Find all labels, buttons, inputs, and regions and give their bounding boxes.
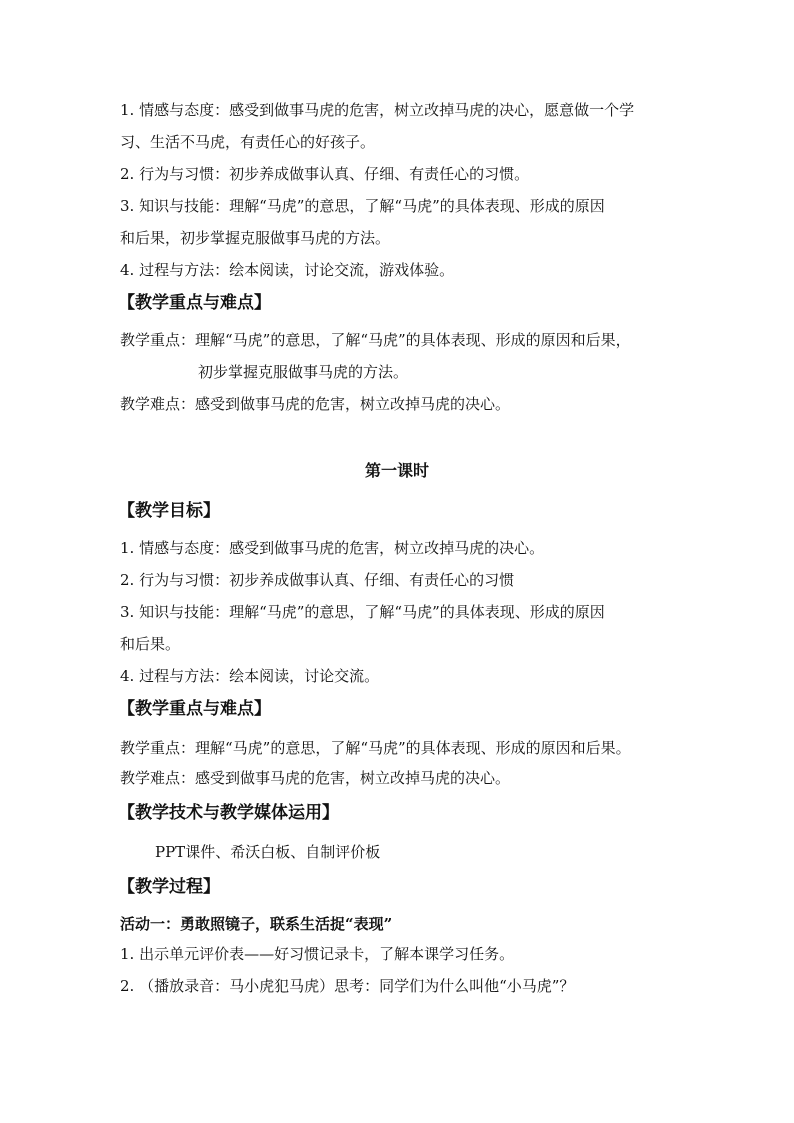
lesson-key-point-text: 教学重点：理解“马虎”的意思，了解“马虎”的具体表现、形成的原因和后果。 — [120, 739, 631, 757]
process-step-2: 2. （播放录音：马小虎犯马虎）思考：同学们为什么叫他“小马虎”？ — [120, 977, 575, 995]
lesson-title: 第一课时 — [364, 461, 429, 480]
key-point-text-cont: 初步掌握克服做事马虎的方法。 — [198, 363, 409, 381]
lesson-goal-4: 4. 过程与方法：绘本阅读，讨论交流。 — [120, 667, 380, 685]
goal-line-1-cont: 习、生活不马虎，有责任心的好孩子。 — [120, 133, 376, 151]
key-point-text: 教学重点：理解“马虎”的意思，了解“马虎”的具体表现、形成的原因和后果， — [120, 331, 631, 349]
lesson-key-points-heading: 【教学重点与难点】 — [118, 699, 271, 719]
process-step-1: 1. 出示单元评价表——好习惯记录卡，了解本课学习任务。 — [120, 945, 515, 963]
goal-line-1: 1. 情感与态度：感受到做事马虎的危害，树立改掉马虎的决心，愿意做一个学 — [120, 101, 635, 119]
difficulty-text: 教学难点：感受到做事马虎的危害，树立改掉马虎的决心。 — [120, 395, 511, 413]
goal-line-2: 2. 行为与习惯：初步养成做事认真、仔细、有责任心的习惯。 — [120, 165, 530, 183]
lesson-goal-3-cont: 和后果。 — [120, 635, 181, 653]
media-text: PPT课件、希沃白板、自制评价板 — [155, 843, 381, 861]
media-heading: 【教学技术与教学媒体运用】 — [118, 803, 339, 823]
goal-line-4: 4. 过程与方法：绘本阅读，讨论交流，游戏体验。 — [120, 261, 455, 279]
goal-line-3-cont: 和后果，初步掌握克服做事马虎的方法。 — [120, 229, 391, 247]
goal-line-3: 3. 知识与技能：理解“马虎”的意思，了解“马虎”的具体表现、形成的原因 — [120, 197, 605, 215]
activity-title: 活动一：勇敢照镜子，联系生活捉“表现” — [120, 915, 393, 933]
lesson-goal-3: 3. 知识与技能：理解“马虎”的意思，了解“马虎”的具体表现、形成的原因 — [120, 603, 605, 621]
lesson-goal-1: 1. 情感与态度：感受到做事马虎的危害，树立改掉马虎的决心。 — [120, 539, 545, 557]
goals-heading: 【教学目标】 — [118, 501, 220, 521]
process-heading: 【教学过程】 — [118, 877, 220, 897]
key-points-heading: 【教学重点与难点】 — [118, 293, 271, 313]
lesson-goal-2: 2. 行为与习惯：初步养成做事认真、仔细、有责任心的习惯 — [120, 571, 515, 589]
lesson-difficulty-text: 教学难点：感受到做事马虎的危害，树立改掉马虎的决心。 — [120, 769, 511, 787]
